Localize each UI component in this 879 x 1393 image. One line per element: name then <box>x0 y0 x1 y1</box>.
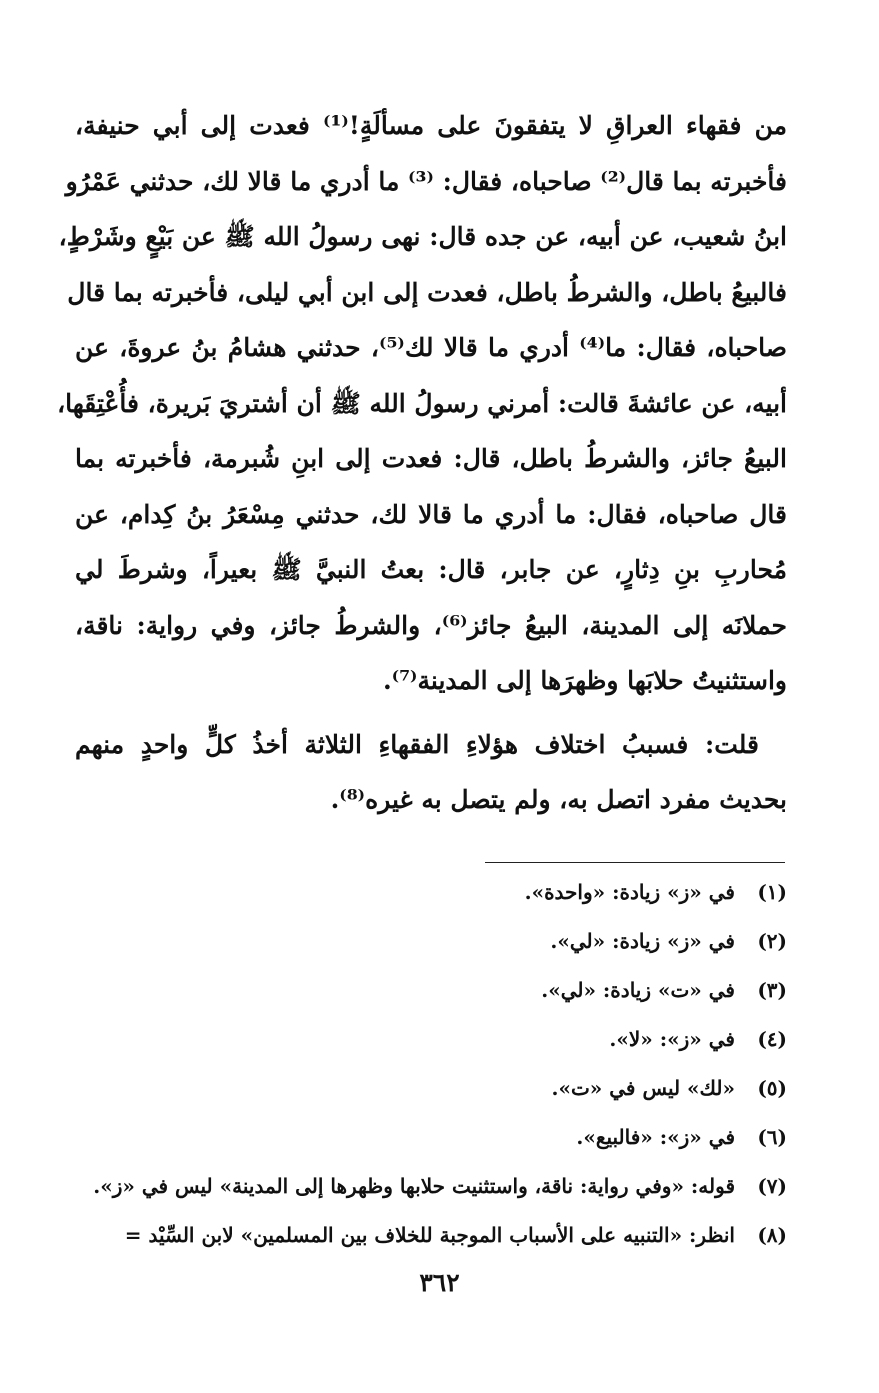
footnote-number: (٨) <box>757 1223 787 1247</box>
footnote-number: (٦) <box>757 1125 787 1149</box>
footnote <box>75 966 787 1015</box>
footnote-text: في «ز» زيادة: «واحدة». <box>524 880 735 904</box>
footnote <box>75 1015 787 1064</box>
text-line: قال صاحباه، فقال: ما أدري ما قالا لك، حدثني مِسْعَرُ بنُ كِدام، عن <box>75 499 787 529</box>
footnote <box>75 868 787 917</box>
footnote <box>75 917 787 966</box>
text-line: مُحاربِ بنِ دِثارٍ، عن جابر، قال: بعتُ النبيَّ ﷺ بعيراً، وشرطَ لي <box>75 555 787 584</box>
text-line: واستثنيتُ حلابَها وظهرَها إلى المدينة⁽⁷⁾. <box>382 666 787 695</box>
footnote-number: (٢) <box>757 929 787 953</box>
footnote-number: (٤) <box>757 1027 787 1051</box>
footnote-text: انظر: «التنبيه على الأسباب الموجبة للخلاف بين المسلمين» لابن السِّيْد = <box>124 1223 735 1247</box>
text-line: أبيه، عن عائشةَ قالت: أمرني رسولُ الله ﷺ أن أشتريَ بَريرة، فأُعْتِقَها، <box>57 388 787 418</box>
footnotes <box>75 868 787 1260</box>
footnote <box>75 1211 787 1260</box>
footnote <box>75 1162 787 1211</box>
footnote-text: في «ز» زيادة: «لي». <box>550 929 735 953</box>
text-line: البيعُ جائز، والشرطُ باطل، قال: فعدت إلى ابنِ شُبرمة، فأخبرته بما <box>75 444 787 473</box>
text-line: قلت: فسببُ اختلاف هؤلاءِ الفقهاءِ الثلاثة أخذُ كلٍّ واحدٍ منهم <box>75 729 759 759</box>
paragraph-2 <box>75 717 787 828</box>
footnote-text: قوله: «وفي رواية: ناقة، واستثنيت حلابها وظهرها إلى المدينة» ليس في «ز». <box>93 1174 735 1198</box>
page-body <box>57 98 788 828</box>
page-number: ٣٦٢ <box>419 1268 460 1297</box>
footnote-text: «لك» ليس في «ت». <box>551 1076 735 1100</box>
text-line: بحديث مفرد اتصل به، ولم يتصل به غيره⁽⁸⁾. <box>330 785 787 814</box>
footnote-text: في «ت» زيادة: «لي». <box>541 978 735 1002</box>
text-line: فالبيعُ باطل، والشرطُ باطل، فعدت إلى ابن أبي ليلى، فأخبرته بما قال <box>67 277 787 307</box>
paragraph-1 <box>57 98 788 709</box>
text-line: حملانَه إلى المدينة، البيعُ جائز⁽⁶⁾، والشرطُ جائز، وفي رواية: ناقة، <box>75 610 787 640</box>
footnote-divider <box>485 862 785 863</box>
text-line: فأخبرته بما قال⁽²⁾ صاحباه، فقال: ⁽³⁾ ما أدري ما قالا لك، حدثني عَمْرُو <box>65 166 787 196</box>
text-line: صاحباه، فقال: ما⁽⁴⁾ أدري ما قالا لك⁽⁵⁾، حدثني هشامُ بنُ عروةَ، عن <box>75 333 788 362</box>
text-line: من فقهاء العراقِ لا يتفقونَ على مسألَةٍ!⁽¹⁾ فعدت إلى أبي حنيفة، <box>75 111 787 140</box>
footnote <box>75 1113 787 1162</box>
text-line: ابنُ شعيب، عن أبيه، عن جده قال: نهى رسولُ الله ﷺ عن بَيْعٍ وشَرْطٍ، <box>58 222 787 251</box>
footnote-number: (٣) <box>757 978 787 1002</box>
footnote <box>75 1064 787 1113</box>
footnote-number: (٥) <box>757 1076 787 1100</box>
footnote-text: في «ز»: «لا». <box>609 1027 735 1051</box>
footnote-number: (١) <box>757 880 787 904</box>
footnote-number: (٧) <box>757 1174 787 1198</box>
footnote-text: في «ز»: «فالبيع». <box>576 1125 735 1149</box>
